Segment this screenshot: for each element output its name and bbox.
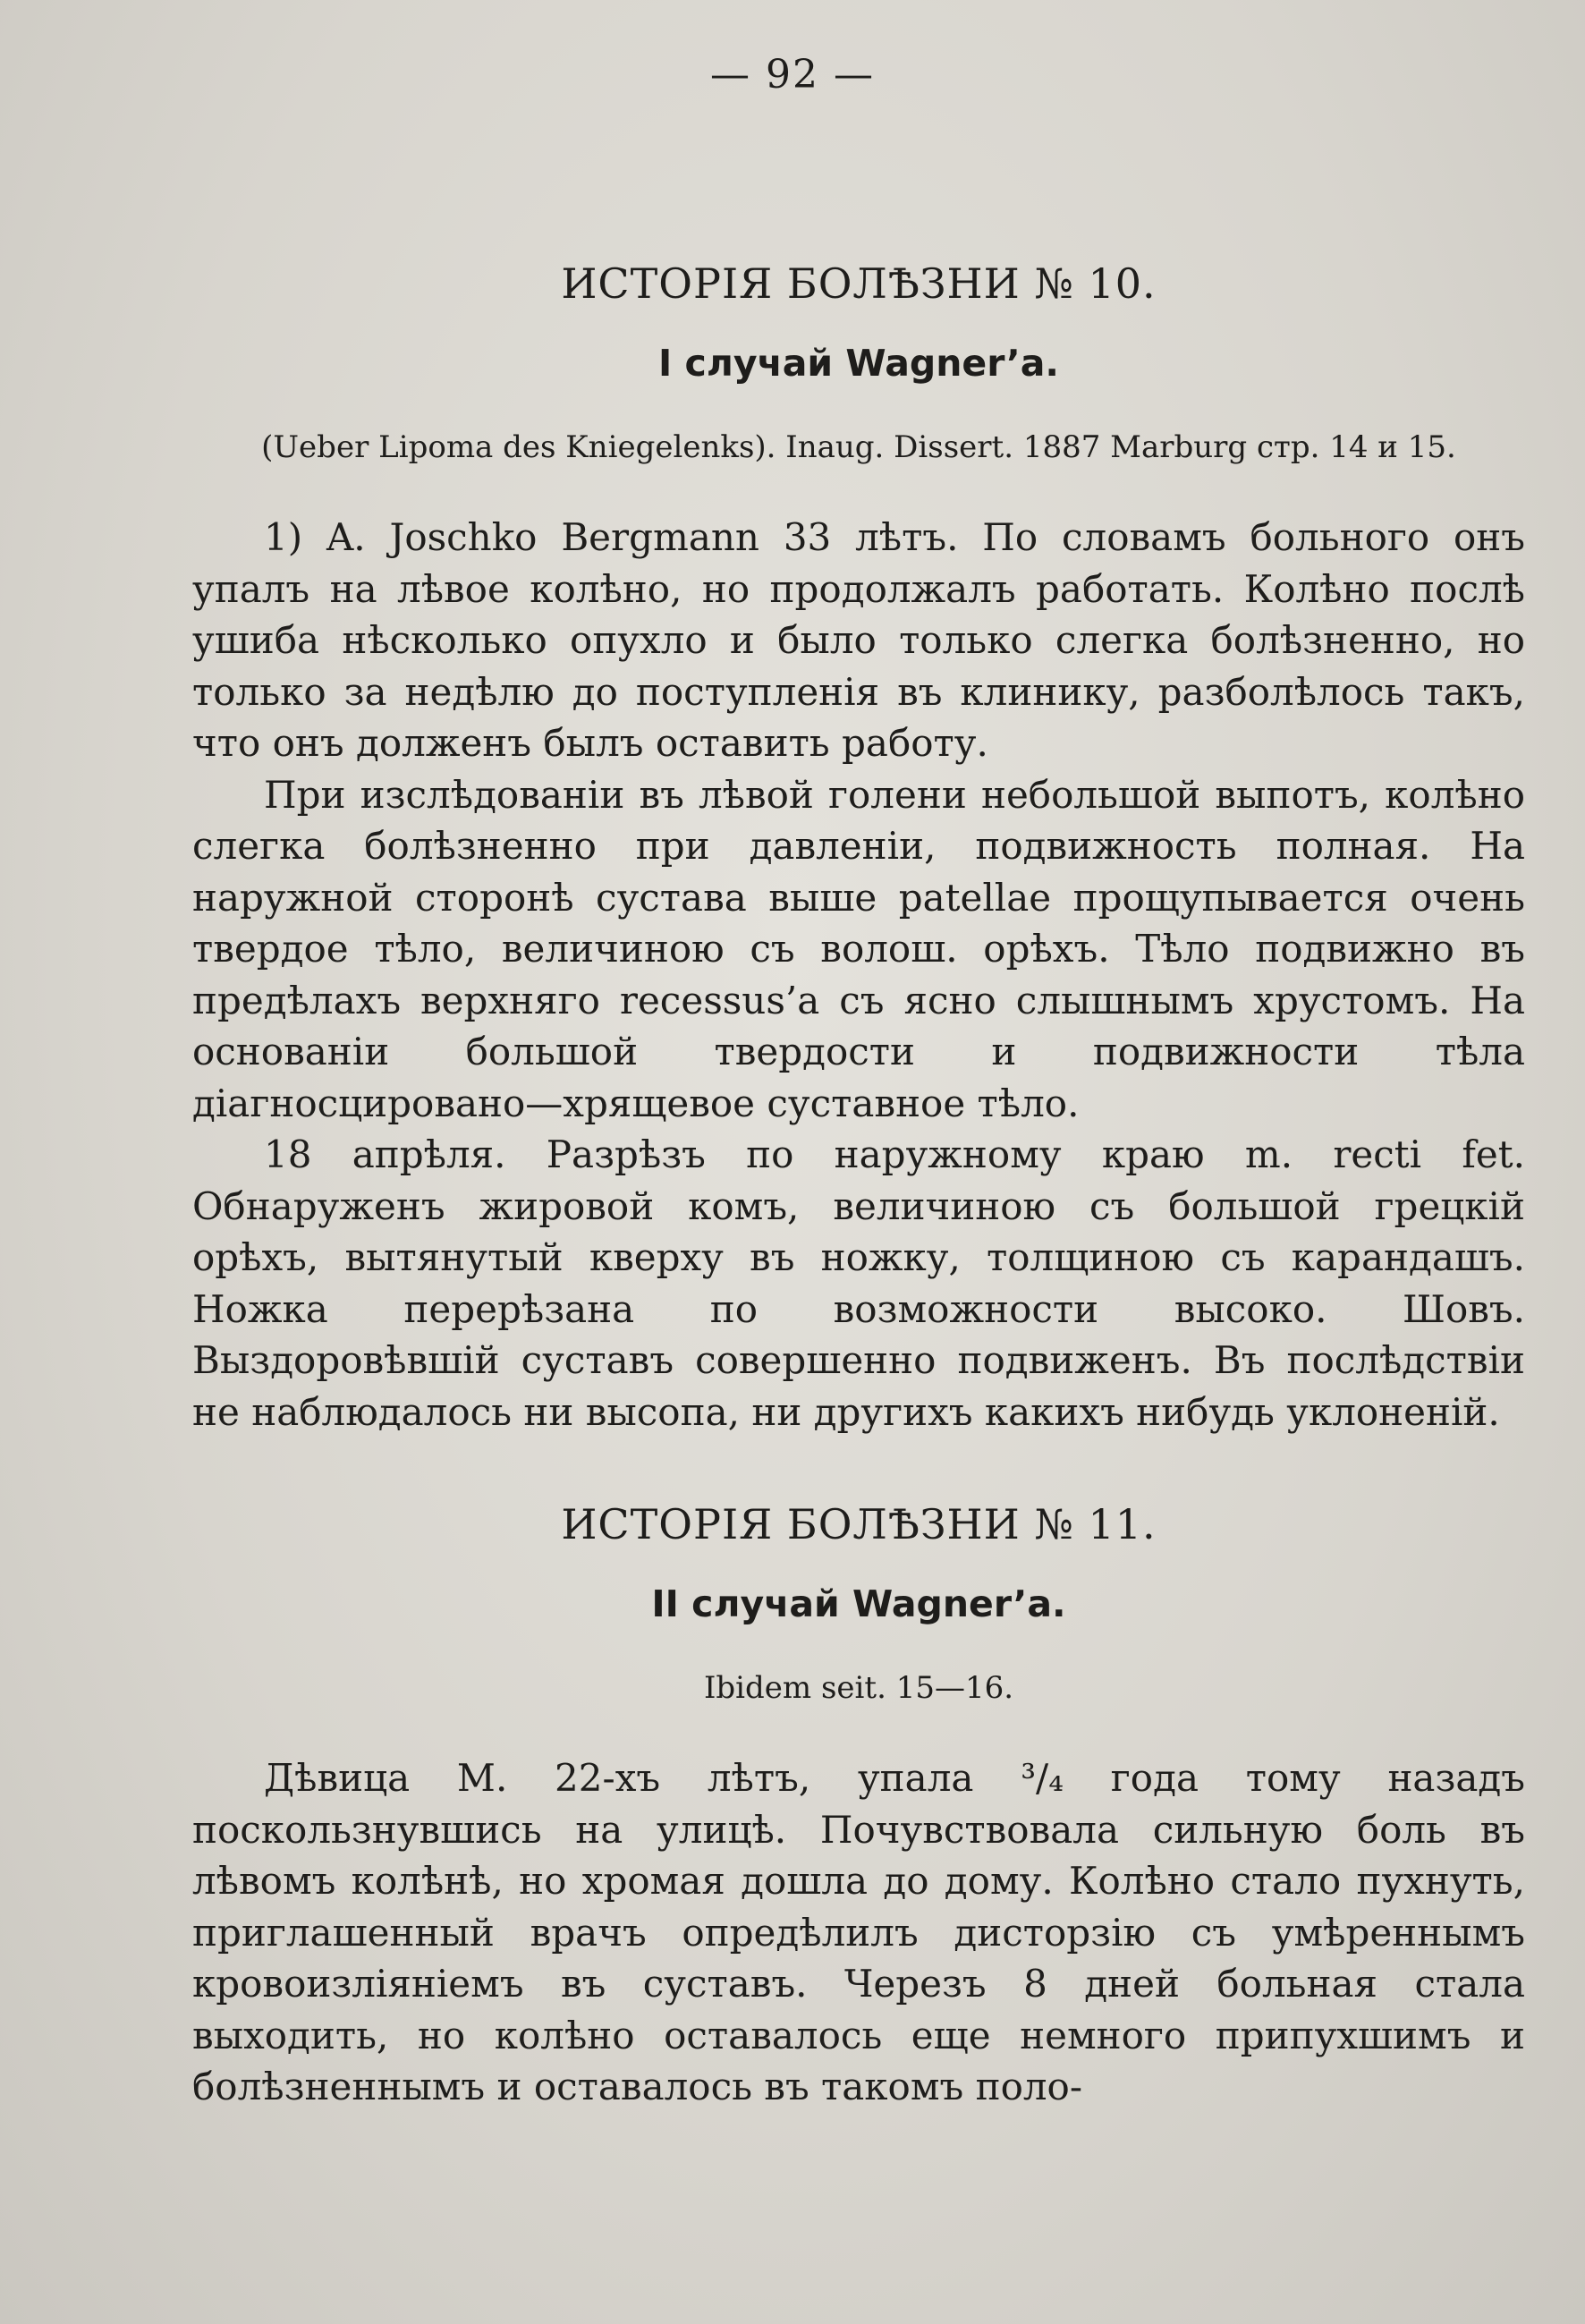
body-paragraph: 1) A. Joschko Bergmann 33 лѣтъ. По словамъ больного онъ упалъ на лѣвое колѣно, но продолжалъ работать. Колѣно послѣ ушиба нѣсколько опухло и было только слегка болѣзненно, но только за недѣлю до поступленія въ клинику, разболѣлось такъ, что онъ долженъ былъ оставить работу. [192, 515, 1525, 765]
source-citation: (Ueber Lipoma des Kniegelenks). Inaug. Dissert. 1887 Marburg стр. 14 и 15. [261, 429, 1456, 465]
case-history-10 [192, 259, 1525, 1438]
section-spacer [192, 1438, 1525, 1500]
case-subtitle: I случай Wagner’a. [658, 342, 1059, 385]
body-paragraph: При изслѣдованіи въ лѣвой голени небольшой выпотъ, колѣно слегка болѣзненно при давленіи, подвижность полная. На наружной сторонѣ сустава выше patellae прощупывается очень твердое тѣло, величиною съ волош. орѣхъ. Тѣло подвижно въ предѣлахъ верхняго recessus’a съ ясно слышнымъ хрустомъ. На основаніи большой твердости и подвижности тѣла діагносцировано—хрящевое суставное тѣло. [192, 772, 1525, 1125]
section-title: ИСТОРІЯ БОЛѢЗНИ № 10. [561, 259, 1157, 308]
body-paragraph: Дѣвица М. 22-хъ лѣтъ, упала ³/₄ года тому назадъ поскользнувшись на улицѣ. Почувствовала сильную боль въ лѣвомъ колѣнѣ, но хромая дошла до дому. Колѣно стало пухнуть, приглашенный врачъ опредѣлилъ дисторзію съ умѣреннымъ кровоизліяніемъ въ суставъ. Черезъ 8 дней больная стала выходить, но колѣно оставалось еще немного припухшимъ и болѣзненнымъ и оставалось въ такомъ поло- [192, 1756, 1525, 2108]
section-title: ИСТОРІЯ БОЛѢЗНИ № 11. [561, 1500, 1157, 1548]
case-history-11 [192, 1500, 1525, 2113]
case-subtitle: II случай Wagner’a. [651, 1582, 1066, 1625]
page-content [192, 259, 1525, 2113]
source-citation: Ibidem seit. 15—16. [703, 1670, 1014, 1706]
page-number: — 92 — [710, 52, 875, 98]
body-paragraph: 18 апрѣля. Разрѣзъ по наружному краю m. recti fet. Обнаруженъ жировой комъ, величиною съ большой грецкій орѣхъ, вытянутый кверху въ ножку, толщиною съ карандашъ. Ножка перерѣзана по возможности высоко. Шовъ. Выздоровѣвшій суставъ совершенно подвиженъ. Въ послѣдствіи не наблюдалось ни высопа, ни другихъ какихъ нибудь уклоненій. [192, 1132, 1525, 1434]
